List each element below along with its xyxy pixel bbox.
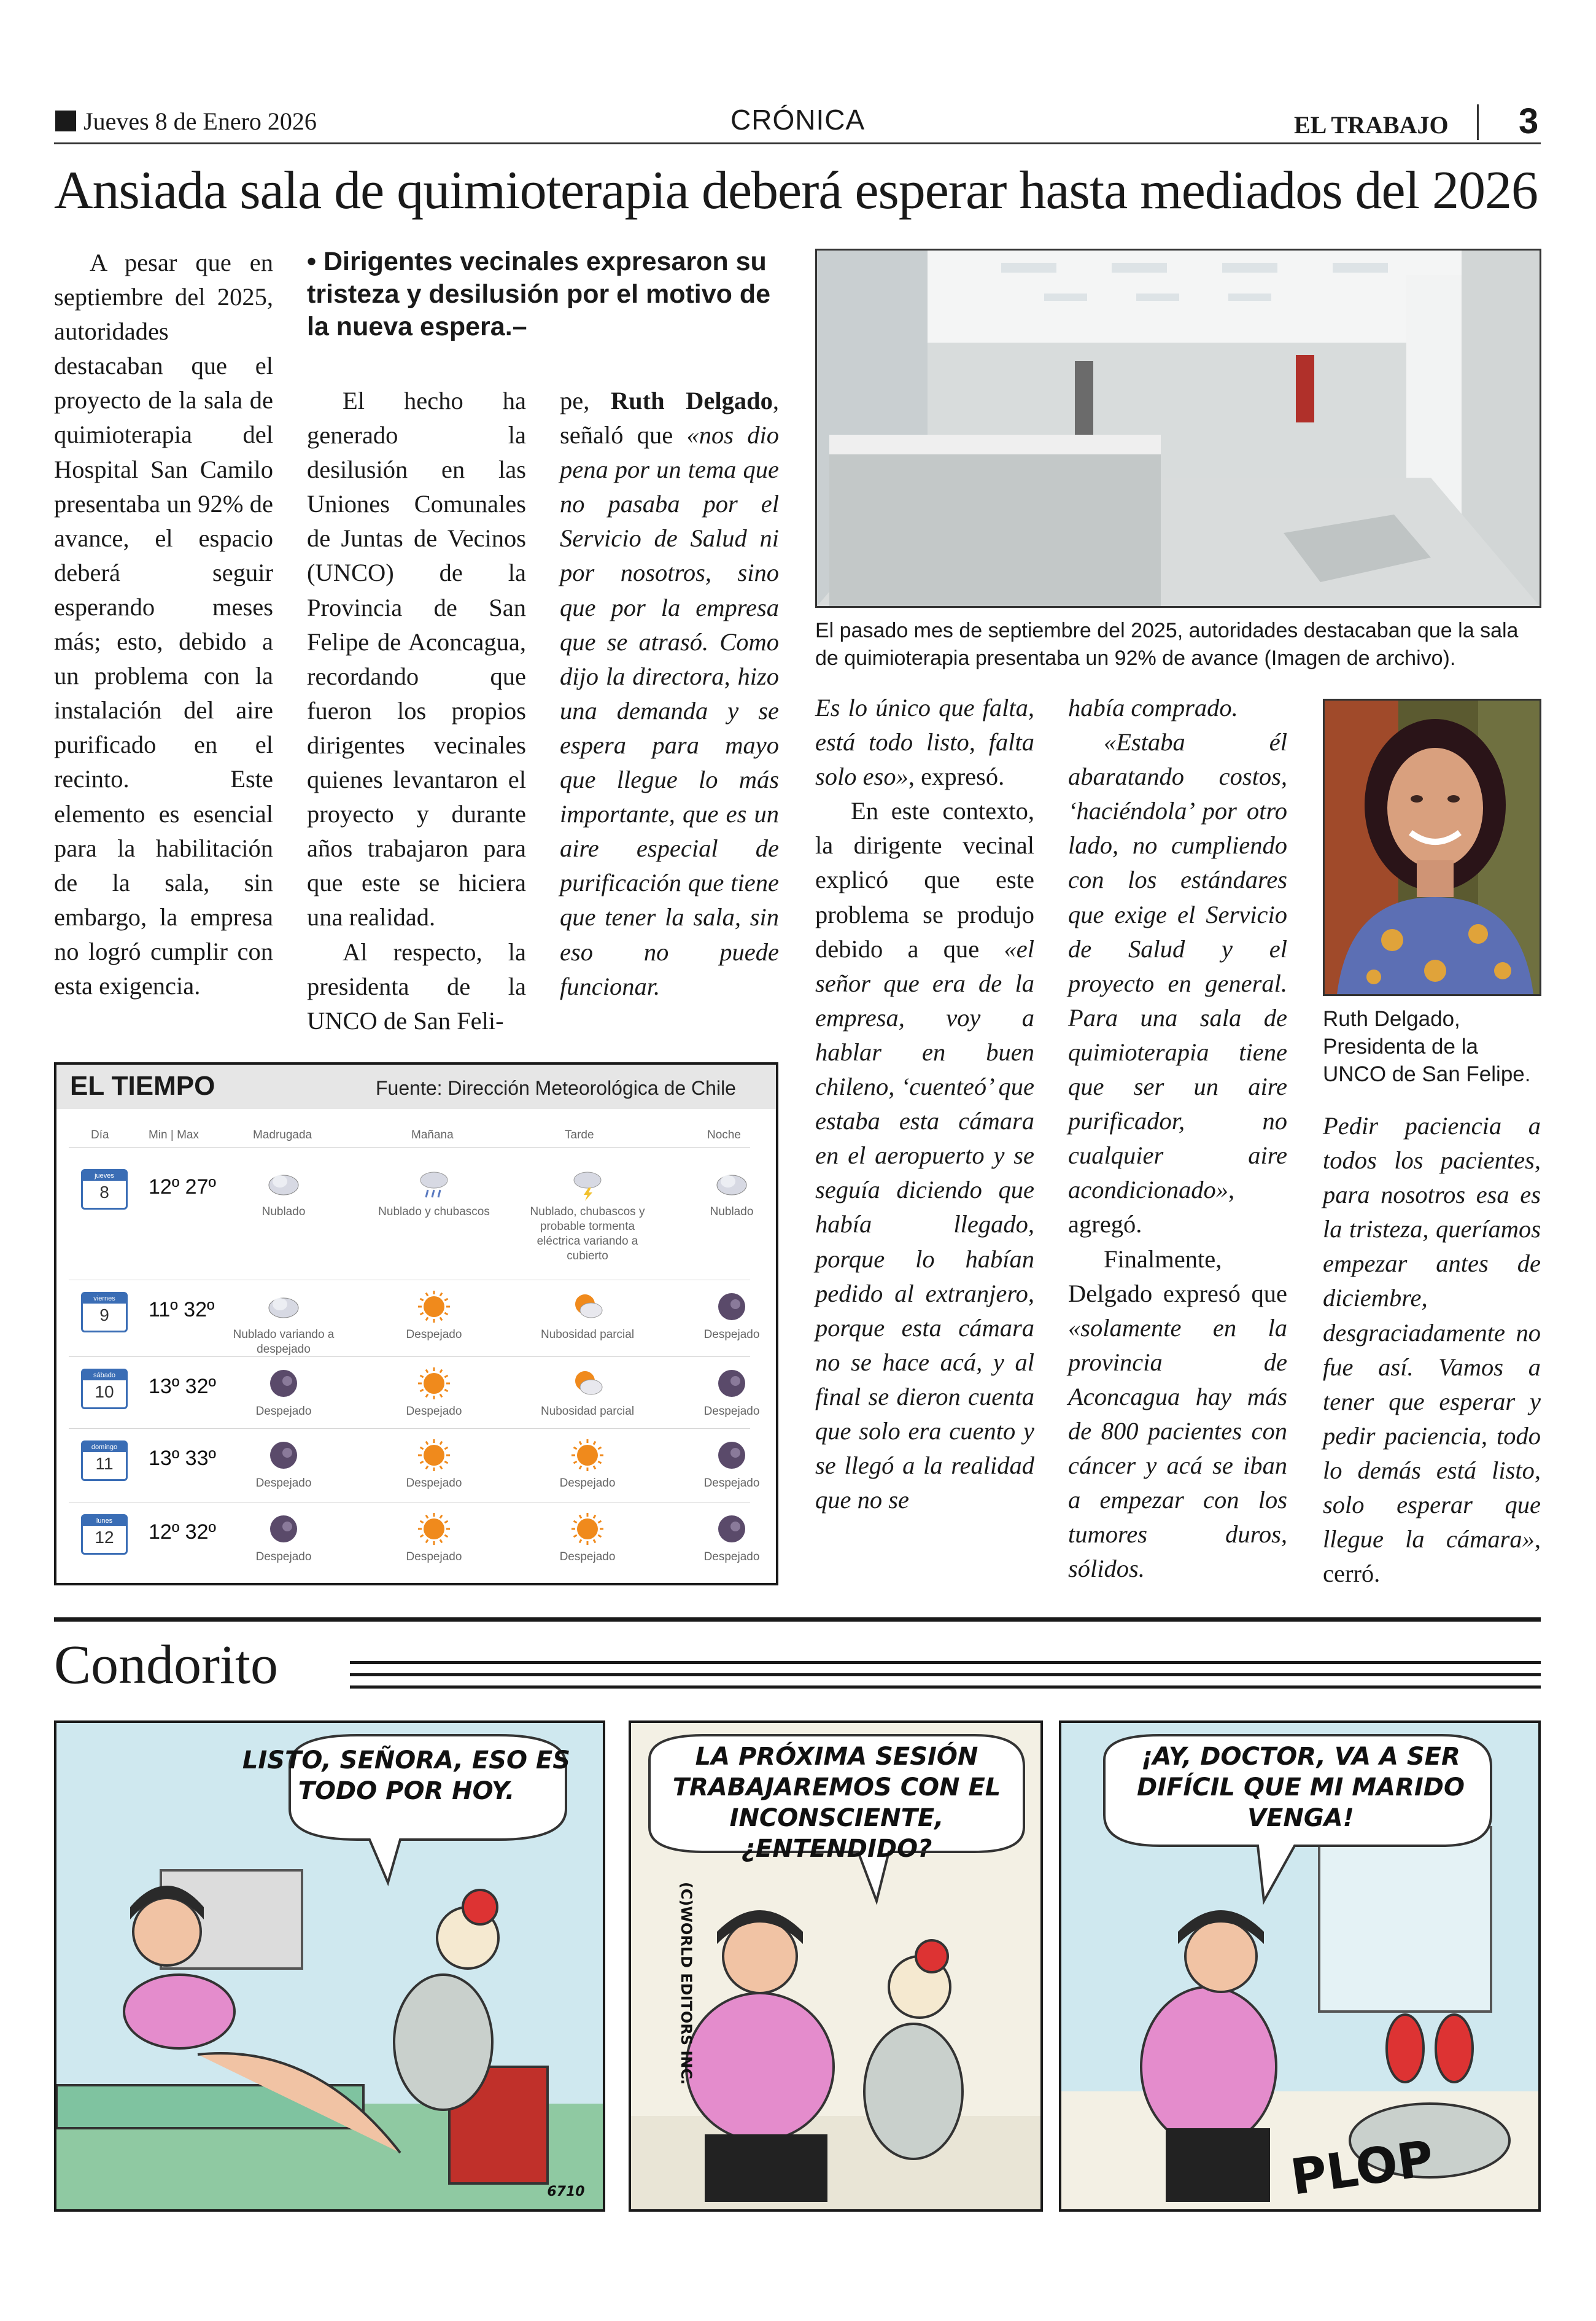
sun-cloud-icon [570, 1289, 605, 1324]
interviewee-name: Ruth Delgado [610, 387, 773, 414]
column-header-madrugada: Madrugada [253, 1129, 312, 1141]
calendar-day-icon [81, 1514, 128, 1555]
column-header-day: Día [91, 1129, 109, 1141]
weather-description: Nublado variando a despejado [233, 1328, 335, 1356]
article-headline: Ansiada sala de quimioterapia deberá esperar hasta mediados del 2026 [54, 161, 1538, 220]
storm-cloud-icon [570, 1167, 605, 1201]
weather-description: Despejado [559, 1550, 616, 1563]
weather-description: Despejado [406, 1550, 462, 1563]
calendar-day-icon [81, 1369, 128, 1409]
calendar-day-number: 9 [99, 1305, 109, 1324]
text-run: , cerró. [1323, 1525, 1541, 1588]
weather-description: Nublado, chubascos y probable tormenta eléctrica variando a cubierto [530, 1205, 645, 1262]
column-header-manana: Mañana [411, 1129, 454, 1141]
calendar-weekday: sábado [83, 1370, 126, 1380]
title-deco-line [350, 1661, 1541, 1664]
weather-description: Despejado [255, 1477, 312, 1490]
sun-icon [417, 1366, 451, 1401]
weather-description: Despejado [559, 1477, 616, 1490]
page-number: 3 [1519, 101, 1539, 141]
title-deco-line [350, 1685, 1541, 1689]
text-run: , expresó. [908, 763, 1005, 791]
photo-caption: El pasado mes de septiembre del 2025, autoridades destacaban que la sala de quimioterapia presentaba un 92% de avance (Imagen de archivo). [815, 619, 1519, 670]
weather-description: Nubosidad parcial [540, 1405, 635, 1418]
row-divider [69, 1502, 750, 1503]
weather-description: Despejado [703, 1477, 760, 1490]
calendar-day-number: 11 [95, 1454, 114, 1473]
moon-icon [715, 1366, 749, 1401]
quote: «nos dio pena por un tema que no pasaba por el Servicio de Salud ni por nosotros, sino que por la empresa que se atrasó. Como dijo la directora, hizo una demanda y se espera para mayo que llegue lo más importante, que es un aire especial de purificación que tiene que tener la sala, sin eso no puede funcionar. [560, 421, 779, 1000]
sound-effect: PLOP [1287, 2129, 1437, 2206]
weather-description: Despejado [255, 1405, 312, 1418]
sun-icon [417, 1289, 451, 1324]
article-column-6 [1323, 1109, 1541, 1591]
column-header-minmax: Min | Max [149, 1129, 200, 1141]
quote: «solamente en la provincia de Aconcagua hay más de 800 pacientes con cáncer y acá se iban a empezar con los tumores duros, sólidos. [1068, 1313, 1287, 1583]
article-column-2 [307, 384, 526, 1038]
copyright-notice: (C)WORLD EDITORS INC. [678, 1881, 695, 2085]
portrait-caption: Ruth Delgado, Presidenta de la UNCO de San Felipe. [1323, 1007, 1531, 1086]
sun-cloud-icon [570, 1366, 605, 1401]
sun-icon [570, 1512, 605, 1546]
moon-icon [715, 1289, 749, 1324]
quote: «el señor que era de la empresa, voy a hablar en buen chileno, ‘cuenteó’ que estaba esta cámara en el aeropuerto y se seguía diciendo que había llegado, porque lo habían pedido al extranjero, porque esta cámara no se hace acá, y al final se dieron cuenta que solo era cuento y se llegó a la realidad que no se [815, 935, 1034, 1514]
section-name: CRÓNICA [730, 104, 866, 136]
cloud-icon [266, 1167, 301, 1201]
min-max-temps: 11º 32º [149, 1298, 215, 1321]
moon-icon [266, 1438, 301, 1472]
calendar-weekday: domingo [83, 1442, 126, 1452]
strip-number: 6710 [547, 2184, 585, 2199]
paragraph: Al respecto, la presidenta de la UNCO de San Feli- [307, 938, 526, 1035]
weather-description: Nublado y chubascos [378, 1205, 490, 1218]
moon-icon [715, 1438, 749, 1472]
weather-description: Despejado [255, 1550, 312, 1563]
panel-1-speech-bubble: LISTO, SEÑORA, ESO ES TODO POR HOY. [242, 1746, 571, 1805]
sun-icon [570, 1438, 605, 1472]
cloud-icon [266, 1289, 301, 1324]
quote: había comprado. [1068, 694, 1238, 721]
article-column-1 [54, 246, 273, 1003]
weather-description: Nublado [261, 1205, 306, 1218]
calendar-day-number: 8 [99, 1183, 109, 1202]
weather-description: Despejado [703, 1550, 760, 1563]
moon-icon [715, 1512, 749, 1546]
edition-date: Jueves 8 de Enero 2026 [83, 107, 317, 135]
sun-icon [417, 1512, 451, 1546]
text-run: Finalmente, Delgado expresó que [1068, 1245, 1287, 1307]
weather-description: Despejado [406, 1405, 462, 1418]
article-subhead: • Dirigentes vecinales expresaron su tristeza y desilusión por el motivo de la nueva espera.– [307, 247, 771, 341]
row-divider [69, 1356, 750, 1357]
article-column-3 [560, 384, 779, 1004]
newspaper-name: EL TRABAJO [1294, 111, 1449, 139]
weather-description: Despejado [406, 1328, 462, 1341]
calendar-day-number: 10 [95, 1382, 114, 1401]
column-header-noche: Noche [707, 1129, 741, 1141]
quote: Es lo único que falta, está todo listo, falta solo eso» [815, 694, 1034, 791]
header-divider [69, 1147, 750, 1148]
weather-box [54, 1062, 778, 1585]
room-illustration [817, 251, 1540, 606]
moon-icon [266, 1366, 301, 1401]
header-separator [1477, 104, 1479, 140]
calendar-weekday: jueves [83, 1171, 126, 1181]
text-run: , agregó. [1068, 1176, 1235, 1238]
comic-panel-1 [54, 1720, 605, 2212]
calendar-day-icon [81, 1292, 128, 1332]
calendar-weekday: viernes [83, 1294, 126, 1304]
text-run: pe, [560, 387, 611, 414]
row-divider [69, 1428, 750, 1429]
min-max-temps: 13º 32º [149, 1375, 216, 1398]
sun-icon [417, 1438, 451, 1472]
ruth-delgado-portrait [1323, 699, 1541, 996]
panel-2-speech-bubble: LA PRÓXIMA SESIÓN TRABAJAREMOS CON EL INCONSCIENTE, ¿ENTENDIDO? [672, 1743, 1001, 1863]
weather-description: Nublado [710, 1205, 754, 1218]
weather-source: Fuente: Dirección Meteorológica de Chile [376, 1077, 736, 1099]
panel-3-speech-bubble: ¡AY, DOCTOR, VA A SER DIFÍCIL QUE MI MARIDO VENGA! [1137, 1743, 1465, 1832]
calendar-weekday: lunes [83, 1516, 126, 1526]
calendar-day-icon [81, 1440, 128, 1481]
quote: «Estaba él abaratando costos, ‘haciéndola’ por otro lado, no cumpliendo con los estándares que exige el Servicio de Salud y el proyecto en general. Para una sala de quimioterapia tiene que ser un aire purificador, no cualquier aire acondicionado» [1068, 728, 1287, 1204]
comic-panel-3 [1059, 1720, 1541, 2212]
column-header-tarde: Tarde [565, 1129, 594, 1141]
weather-title: EL TIEMPO [70, 1071, 215, 1101]
comic-title: Condorito [54, 1635, 279, 1695]
moon-icon [266, 1512, 301, 1546]
header-rule [54, 142, 1541, 144]
weather-description: Despejado [406, 1477, 462, 1490]
lead-paragraph: A pesar que en septiembre del 2025, autoridades destacaban que el proyecto de la sala de quimioterapia del Hospital San Camilo presentaba un 92% de avance, el espacio deberá seguir esperando meses más; esto, debido a un problema con la instalación del aire purificado en el recinto. Este elemento es esencial para la habilitación de la sala, sin embargo, la empresa no logró cumplir con esta exigencia. [54, 249, 273, 1000]
weather-description: Despejado [703, 1328, 760, 1341]
weather-description: Nubosidad parcial [540, 1328, 635, 1341]
comic-panel-2 [629, 1720, 1043, 2212]
min-max-temps: 13º 33º [149, 1447, 216, 1470]
title-deco-line [350, 1673, 1541, 1676]
quote: Pedir paciencia a todos los pacientes, para nosotros esa es la tristeza, queríamos empezar antes de diciembre, desgraciadamente no fue así. Vamos a tener que esperar y pedir paciencia, todo lo demás está listo, solo esperar que llegue la cámara» [1323, 1112, 1541, 1553]
cloud-icon [715, 1167, 749, 1201]
header-square-marker [55, 111, 76, 131]
min-max-temps: 12º 32º [149, 1520, 216, 1544]
calendar-day-icon [81, 1169, 128, 1210]
chemotherapy-room-photo [815, 249, 1541, 608]
article-column-4 [815, 691, 1034, 1517]
rain-cloud-icon [417, 1167, 451, 1201]
min-max-temps: 12º 27º [149, 1175, 216, 1199]
paragraph: El hecho ha generado la desilusión en las Uniones Comunales de Juntas de Vecinos (UNCO) de la Provincia de San Felipe de Aconcagua, recordando que fueron los propios dirigentes vecinales quienes levantaron el proyecto y durante años trabajaron para que este se hiciera una realidad. [307, 387, 526, 931]
comic-top-rule [54, 1617, 1541, 1622]
text-run: , señaló que [560, 387, 779, 449]
article-column-5 [1068, 691, 1287, 1586]
weather-description: Despejado [703, 1405, 760, 1418]
portrait-illustration [1325, 701, 1540, 994]
calendar-day-number: 12 [95, 1528, 114, 1547]
text-run: En este contexto, la dirigente vecinal explicó que este problema se produjo debido a que [815, 797, 1034, 963]
